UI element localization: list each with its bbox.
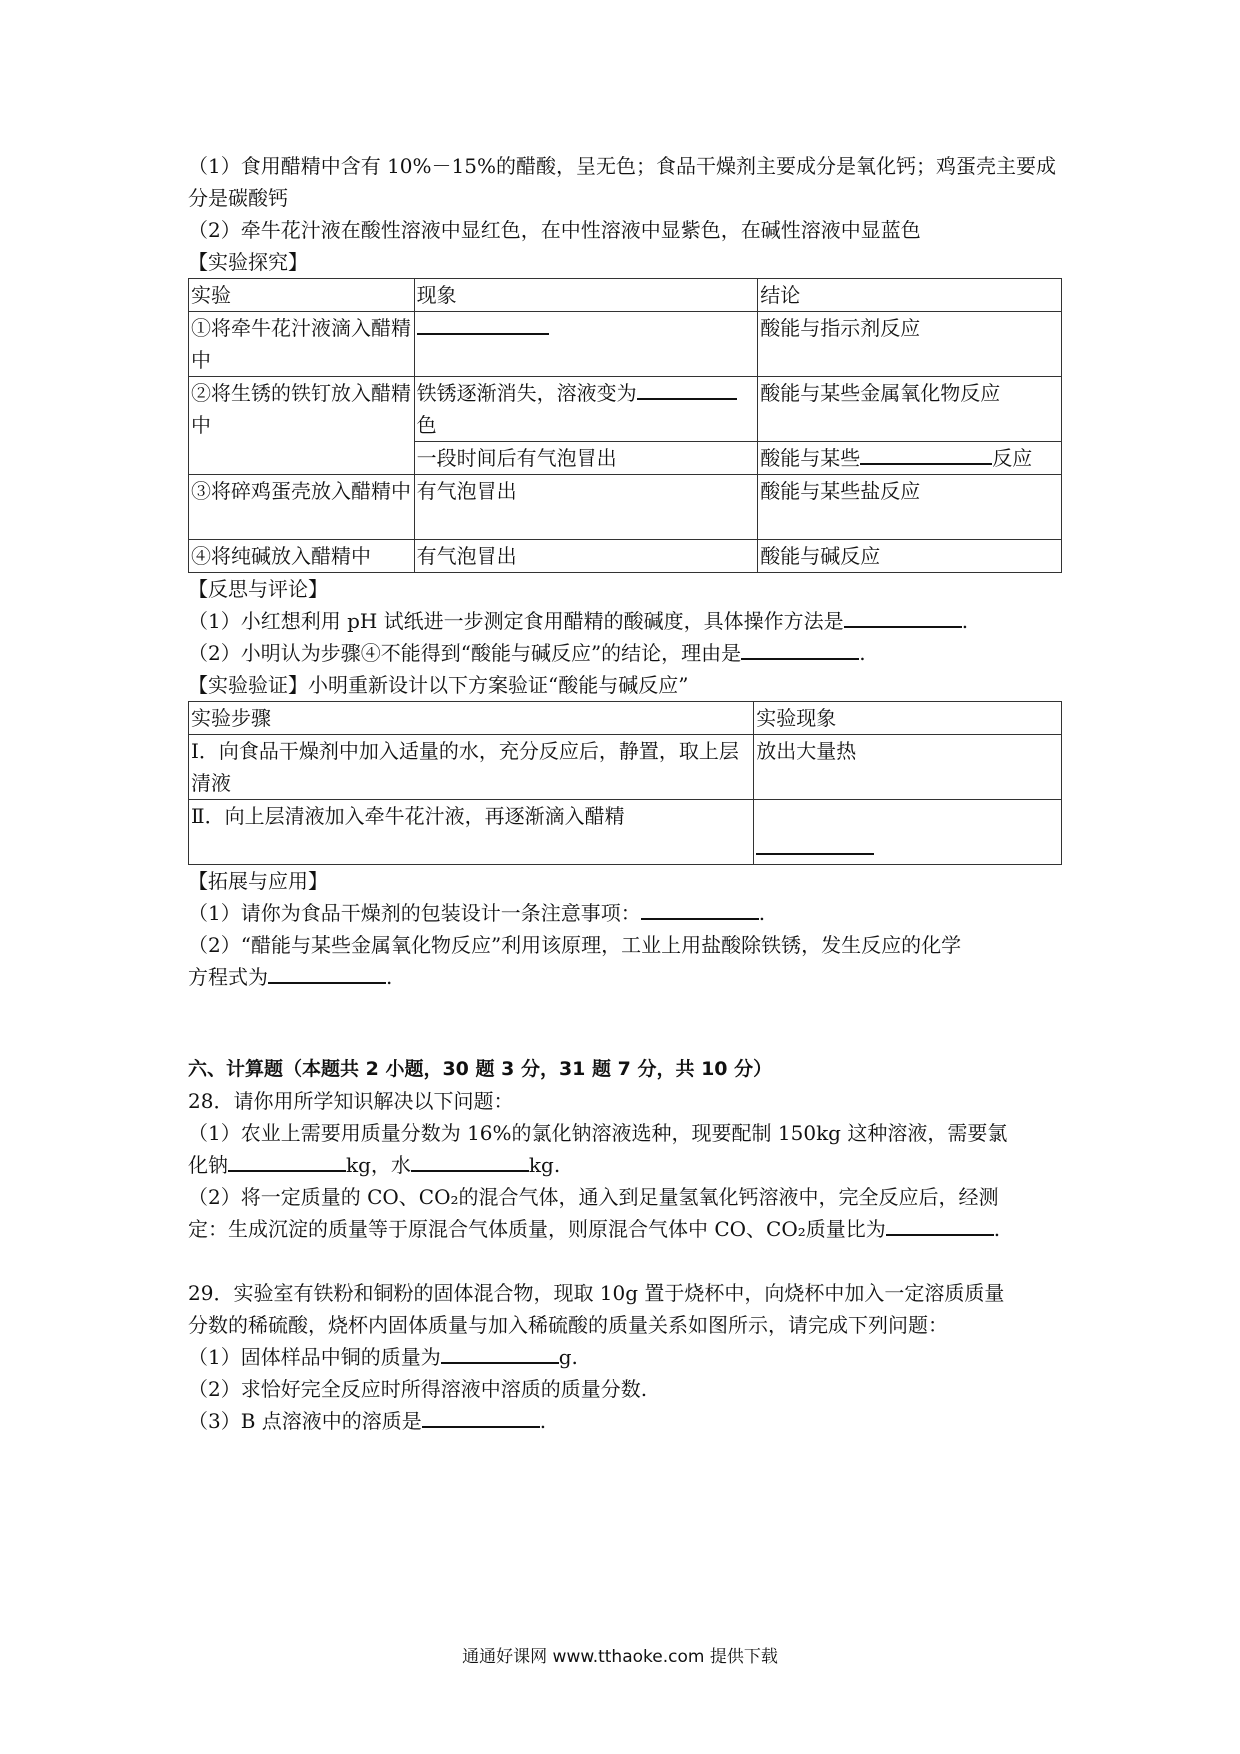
worksheet-page — [188, 150, 1060, 1437]
row4-phenomenon: 有气泡冒出 — [414, 540, 758, 573]
header-steps: 实验步骤 — [189, 702, 754, 735]
q28-2b: 定：生成沉淀的质量等于原混合气体质量，则原混合气体中 CO、CO₂质量比为 . — [188, 1217, 1001, 1241]
row2-conclusion-a: 酸能与某些金属氧化物反应 — [758, 377, 1062, 442]
verify-heading: 【实验验证】小明重新设计以下方案验证“酸能与碱反应” — [188, 673, 689, 697]
extend-q2b: 方程式为 . — [188, 965, 393, 989]
answer-blank[interactable] — [756, 835, 874, 855]
answer-blank[interactable] — [417, 315, 549, 335]
row1-phenomenon — [414, 312, 758, 377]
observation-1: 放出大量热 — [754, 735, 1062, 800]
reflect-heading: 【反思与评论】 — [188, 577, 328, 601]
section6-title: 六、计算题（本题共 2 小题，30 题 3 分，31 题 7 分，共 10 分） — [188, 1058, 773, 1080]
explore-heading: 【实验探究】 — [188, 250, 308, 274]
q28-1b: 化钠 kg，水 kg. — [188, 1153, 561, 1177]
q29-2: （2）求恰好完全反应时所得溶液中溶质的质量分数. — [188, 1377, 648, 1401]
row2-conclusion-b: 酸能与某些 反应 — [758, 442, 1062, 475]
q28-1a: （1）农业上需要用质量分数为 16%的氯化钠溶液选种，现要配制 150kg 这种溶液，需要氯 — [188, 1121, 1008, 1145]
header-experiment: 实验 — [189, 279, 415, 312]
verify-table — [188, 701, 1062, 865]
q29-3: （3）B 点溶液中的溶质是 . — [188, 1409, 547, 1433]
row3-conclusion: 酸能与某些盐反应 — [758, 475, 1062, 540]
row2-experiment: ②将生锈的铁钉放入醋精中 — [189, 377, 415, 475]
answer-blank[interactable] — [637, 380, 737, 400]
q28-stem: 28．请你用所学知识解决以下问题： — [188, 1089, 514, 1113]
header-observations: 实验现象 — [754, 702, 1062, 735]
q29-stem-b: 分数的稀硫酸，烧杯内固体质量与加入稀硫酸的质量关系如图所示，请完成下列问题： — [188, 1313, 948, 1337]
extend-q1: （1）请你为食品干燥剂的包装设计一条注意事项： . — [188, 901, 766, 925]
row2-phenomenon-b: 一段时间后有气泡冒出 — [414, 442, 758, 475]
answer-blank[interactable] — [411, 1152, 529, 1172]
q28-2a: （2）将一定质量的 CO、CO₂的混合气体，通入到足量氢氧化钙溶液中，完全反应后，经测 — [188, 1185, 999, 1209]
answer-blank[interactable] — [860, 445, 992, 465]
row4-experiment: ④将纯碱放入醋精中 — [189, 540, 415, 573]
info-line-2: （2）牵牛花汁液在酸性溶液中显红色，在中性溶液中显紫色，在碱性溶液中显蓝色 — [188, 218, 921, 242]
observation-2 — [754, 800, 1062, 865]
answer-blank[interactable] — [886, 1216, 994, 1236]
row4-conclusion: 酸能与碱反应 — [758, 540, 1062, 573]
row3-experiment: ③将碎鸡蛋壳放入醋精中 — [189, 475, 415, 540]
reflect-q1: （1）小红想利用 pH 试纸进一步测定食用醋精的酸碱度，具体操作方法是 . — [188, 609, 969, 633]
reflect-q2: （2）小明认为步骤④不能得到“酸能与碱反应”的结论，理由是 . — [188, 641, 866, 665]
q29-1: （1）固体样品中铜的质量为 g. — [188, 1345, 578, 1369]
answer-blank[interactable] — [228, 1152, 346, 1172]
header-phenomenon: 现象 — [414, 279, 758, 312]
extend-q2a: （2）“醋能与某些金属氧化物反应”利用该原理，工业上用盐酸除铁锈，发生反应的化学 — [188, 933, 962, 957]
header-conclusion: 结论 — [758, 279, 1062, 312]
answer-blank[interactable] — [641, 900, 759, 920]
step-1: Ⅰ．向食品干燥剂中加入适量的水，充分反应后，静置，取上层清液 — [189, 735, 754, 800]
footer-credit: 通通好课网 www.tthaoke.com 提供下载 — [462, 1647, 778, 1667]
row3-phenomenon: 有气泡冒出 — [414, 475, 758, 540]
answer-blank[interactable] — [441, 1344, 559, 1364]
answer-blank[interactable] — [844, 608, 962, 628]
answer-blank[interactable] — [422, 1408, 540, 1428]
step-2: Ⅱ．向上层清液加入牵牛花汁液，再逐渐滴入醋精 — [189, 800, 754, 865]
row1-experiment: ①将牵牛花汁液滴入醋精中 — [189, 312, 415, 377]
info-line-1: （1）食用醋精中含有 10%－15%的醋酸，呈无色；食品干燥剂主要成分是氧化钙；鸡蛋壳主要成分是碳酸钙 — [188, 154, 1056, 210]
row2-phenomenon-a: 铁锈逐渐消失，溶液变为 色 — [414, 377, 758, 442]
explore-table — [188, 278, 1062, 573]
answer-blank[interactable] — [268, 964, 386, 984]
extend-heading: 【拓展与应用】 — [188, 869, 328, 893]
q29-stem-a: 29．实验室有铁粉和铜粉的固体混合物，现取 10g 置于烧杯中，向烧杯中加入一定溶质质量 — [188, 1281, 1005, 1305]
row1-conclusion: 酸能与指示剂反应 — [758, 312, 1062, 377]
answer-blank[interactable] — [741, 640, 859, 660]
